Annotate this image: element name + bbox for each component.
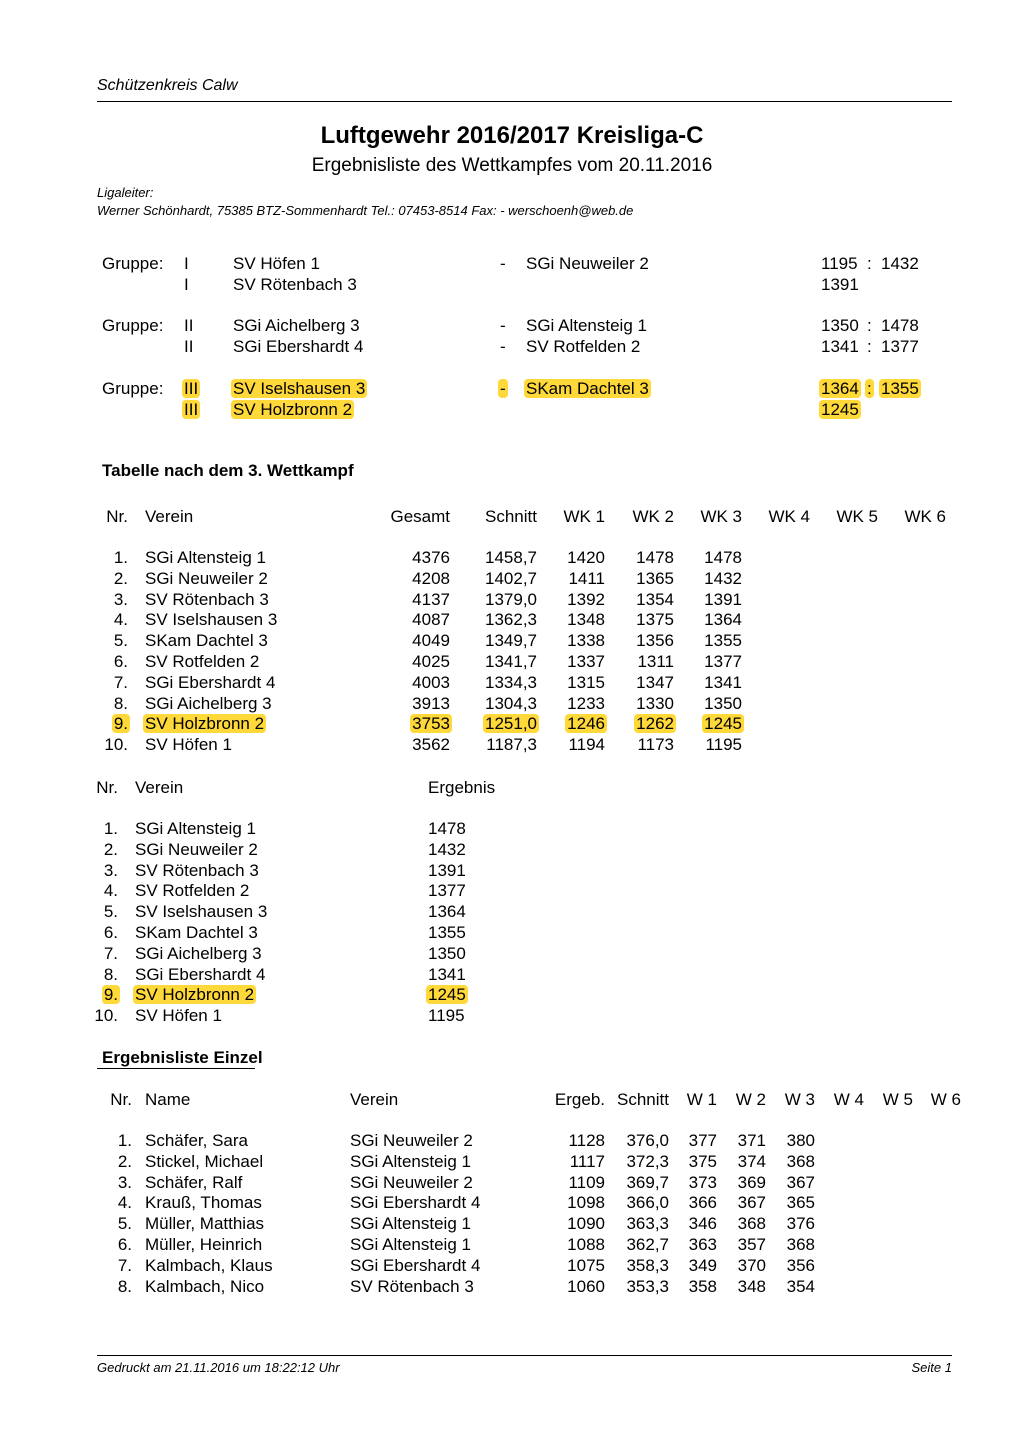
standings-col-header: Gesamt [390,507,450,526]
group-score-home: 1350 [821,316,859,335]
standings-wk2: 1173 [637,735,674,755]
einzel-club: SV Rötenbach 3 [350,1276,474,1296]
standings-average: 1251,0 [485,714,537,734]
einzel-w2: 369 [737,1172,766,1192]
results-club: SGi Neuweiler 2 [135,839,258,859]
standings-wk1: 1315 [567,672,605,692]
einzel-col-header: W 2 [735,1090,766,1109]
einzel-club: SGi Neuweiler 2 [350,1131,473,1150]
standings-rank: 9. [113,714,128,734]
group-score-colon: : [867,337,872,356]
einzel-rank: 2. [117,1151,132,1171]
group-score-home: 1341 [821,337,859,356]
group-score-home: 1391 [821,275,859,294]
group-home-team: SV Holzbronn 2 [233,400,353,419]
einzel-col-header: Nr. [110,1090,132,1109]
standings-rank: 5. [113,631,128,651]
einzel-w2: 371 [737,1131,766,1150]
standings-wk2: 1365 [636,568,674,588]
results-rank: 6. [103,923,118,942]
einzel-w3: 356 [786,1255,815,1275]
einzel-w3: 380 [786,1131,815,1150]
einzel-underline [97,1068,255,1069]
standings-club: SGi Aichelberg 3 [145,693,272,713]
standings-col-header: Nr. [106,507,128,526]
standings-wk3: 1245 [704,714,742,734]
einzel-w3: 354 [786,1276,815,1296]
standings-total: 4208 [412,568,450,588]
results-club: SV Holzbronn 2 [135,985,255,1005]
standings-total: 4137 [412,589,450,609]
group-score-colon: : [867,316,872,335]
standings-wk1: 1420 [567,548,605,567]
standings-club: SV Holzbronn 2 [145,714,265,734]
einzel-rank: 5. [117,1214,132,1234]
standings-wk3: 1195 [705,735,742,755]
group-number: II [184,316,194,335]
group-score-away: 1355 [881,379,919,398]
results-club: SKam Dachtel 3 [135,923,258,942]
standings-wk3: 1478 [704,548,742,567]
einzel-club: SGi Neuweiler 2 [350,1172,473,1192]
einzel-w3: 368 [786,1151,815,1171]
ligaleiter-label: Ligaleiter: [97,185,154,200]
standings-wk2: 1311 [637,652,674,671]
standings-total: 4025 [412,652,450,671]
standings-club: SV Rötenbach 3 [145,589,269,609]
group-away-team: SGi Neuweiler 2 [526,254,649,273]
standings-total: 3753 [412,714,450,734]
standings-wk2: 1356 [636,631,674,651]
org-header: Schützenkreis Calw [97,77,238,94]
standings-wk3: 1350 [704,693,742,713]
results-rank: 4. [103,881,118,901]
einzel-w3: 365 [786,1193,815,1213]
einzel-name: Schäfer, Sara [145,1131,249,1150]
standings-rank: 8. [113,693,128,713]
standings-wk2: 1262 [636,714,674,734]
standings-wk3: 1341 [704,672,742,692]
standings-wk1: 1392 [567,589,605,609]
standings-col-header: WK 2 [632,507,674,526]
standings-wk2: 1375 [636,610,674,630]
results-score: 1195 [428,1006,465,1026]
results-score: 1245 [428,985,466,1005]
einzel-average: 353,3 [626,1276,669,1296]
group-score-away: 1478 [881,316,919,335]
results-club: SV Iselshausen 3 [135,902,268,922]
group-score-colon: : [867,254,872,273]
standings-col-header: WK 5 [836,507,878,526]
standings-wk3: 1432 [704,568,742,588]
standings-club: SKam Dachtel 3 [145,631,268,651]
einzel-result: 1060 [567,1276,605,1296]
einzel-average: 369,7 [626,1172,669,1192]
einzel-col-header: W 3 [784,1090,815,1109]
einzel-w2: 357 [737,1235,766,1254]
standings-wk1: 1194 [568,735,605,755]
results-rank: 2. [103,839,118,859]
results-rank: 10. [94,1006,118,1026]
einzel-rank: 8. [117,1276,132,1296]
einzel-col-header: W 5 [882,1090,913,1109]
standings-total: 4376 [412,548,450,567]
page-subtitle: Ergebnisliste des Wettkampfes vom 20.11.2016 [311,155,713,176]
results-score: 1341 [428,964,466,984]
group-score-home: 1245 [821,400,859,419]
einzel-name: Schäfer, Ralf [145,1172,243,1192]
results-score: 1432 [428,839,466,859]
standings-wk1: 1338 [567,631,605,651]
standings-club: SV Iselshausen 3 [145,610,278,630]
standings-col-header: WK 4 [768,507,810,526]
results-rank: 3. [103,860,118,880]
einzel-average: 372,3 [626,1151,669,1171]
group-number: I [184,275,189,294]
standings-wk1: 1233 [567,693,605,713]
standings-average: 1187,3 [486,735,537,755]
einzel-club: SGi Altensteig 1 [350,1151,471,1171]
einzel-rank: 3. [117,1172,132,1192]
group-away-team: SKam Dachtel 3 [526,379,649,398]
standings-club: SGi Altensteig 1 [145,548,266,567]
group-number: I [184,254,189,273]
group-number: III [184,379,199,398]
einzel-club: SGi Altensteig 1 [350,1235,471,1254]
standings-wk2: 1478 [636,548,674,567]
standings-average: 1341,7 [485,652,537,671]
einzel-result: 1128 [568,1131,605,1150]
einzel-result: 1075 [567,1255,605,1275]
einzel-club: SGi Ebershardt 4 [350,1255,481,1275]
einzel-name: Stickel, Michael [145,1151,264,1171]
group-label: Gruppe: [102,316,164,335]
group-dash: - [500,337,506,356]
einzel-name: Müller, Matthias [145,1214,265,1234]
standings-wk1: 1348 [567,610,605,630]
einzel-w1: 366 [688,1193,717,1213]
einzel-col-header: Name [145,1090,191,1109]
results-club: SV Rötenbach 3 [135,860,259,880]
ligaleiter-contact: Werner Schönhardt, 75385 BTZ-Sommenhardt Tel.: 07453-8514 Fax: - werschoenh@web.de [97,203,634,218]
einzel-col-header: W 6 [930,1090,961,1109]
standings-wk2: 1330 [636,693,674,713]
group-home-team: SV Rötenbach 3 [233,275,357,294]
results-club: SV Rotfelden 2 [135,881,250,901]
einzel-rank: 7. [117,1255,132,1275]
standings-col-header: Schnitt [485,507,537,526]
einzel-w1: 363 [688,1235,717,1254]
einzel-heading: Ergebnisliste Einzel [102,1048,263,1067]
einzel-club: SGi Altensteig 1 [350,1214,471,1234]
results-rank: 1. [103,819,118,838]
group-score-away: 1377 [881,337,919,356]
results-club: SGi Ebershardt 4 [135,964,266,984]
results-club: SV Höfen 1 [135,1006,222,1026]
group-label: Gruppe: [102,254,164,273]
einzel-name: Müller, Heinrich [145,1235,263,1254]
standings-wk1: 1246 [567,714,605,734]
results-col-header: Ergebnis [428,778,496,797]
standings-wk1: 1411 [568,568,605,588]
group-home-team: SGi Ebershardt 4 [233,337,364,356]
standings-wk3: 1355 [704,631,742,651]
einzel-w3: 367 [786,1172,815,1192]
einzel-w3: 376 [786,1214,815,1234]
einzel-col-header: Schnitt [617,1090,669,1109]
einzel-average: 363,3 [626,1214,669,1234]
standings-average: 1334,3 [485,672,537,692]
group-number: II [184,337,194,356]
einzel-col-header: Ergeb. [554,1090,605,1109]
standings-total: 4049 [412,631,450,651]
einzel-col-header: W 1 [686,1090,717,1109]
standings-club: SGi Neuweiler 2 [145,568,268,588]
einzel-col-header: W 4 [833,1090,864,1109]
standings-club: SV Höfen 1 [145,735,232,755]
einzel-rank: 4. [117,1193,132,1213]
standings-average: 1379,0 [485,589,537,609]
standings-total: 4087 [412,610,450,630]
page-title: Luftgewehr 2016/2017 Kreisliga-C [320,122,704,149]
standings-col-header: WK 1 [563,507,605,526]
standings-wk3: 1364 [704,610,742,630]
group-score-away: 1432 [881,254,919,273]
einzel-w2: 348 [737,1276,766,1296]
standings-col-header: WK 6 [904,507,946,526]
group-score-colon: : [867,379,872,398]
standings-club: SGi Ebershardt 4 [145,672,276,692]
results-rank: 8. [103,964,118,984]
einzel-name: Kalmbach, Klaus [145,1255,273,1275]
results-score: 1355 [428,923,466,942]
group-dash: - [500,254,506,273]
results-rank: 7. [103,943,118,963]
group-home-team: SV Iselshausen 3 [233,379,366,398]
einzel-w2: 374 [737,1151,766,1171]
einzel-name: Krauß, Thomas [145,1193,262,1213]
group-away-team: SV Rotfelden 2 [526,337,641,356]
einzel-average: 358,3 [626,1255,669,1275]
group-score-home: 1364 [821,379,859,398]
standings-rank: 1. [113,548,128,567]
standings-wk3: 1377 [704,652,742,671]
standings-col-header: Verein [145,507,194,526]
header-rule [97,101,952,102]
results-club: SGi Altensteig 1 [135,819,256,838]
group-away-team: SGi Altensteig 1 [526,316,647,335]
results-col-header: Verein [135,778,184,797]
einzel-w2: 367 [737,1193,766,1213]
einzel-w1: 375 [688,1151,717,1171]
group-score-home: 1195 [821,254,858,273]
einzel-w1: 349 [688,1255,717,1275]
table-heading: Tabelle nach dem 3. Wettkampf [102,461,354,480]
einzel-average: 362,7 [626,1235,669,1254]
results-score: 1364 [428,902,466,922]
einzel-club: SGi Ebershardt 4 [350,1193,481,1213]
einzel-result: 1109 [568,1172,605,1192]
standings-col-header: WK 3 [700,507,742,526]
group-dash: - [500,316,506,335]
standings-average: 1304,3 [485,693,537,713]
standings-average: 1349,7 [485,631,537,651]
results-rank: 9. [103,985,118,1005]
einzel-rank: 6. [117,1235,132,1254]
standings-total: 4003 [412,672,450,692]
standings-club: SV Rotfelden 2 [145,652,260,671]
group-home-team: SV Höfen 1 [233,254,320,273]
page-number: Seite 1 [911,1360,952,1375]
footer-rule [97,1355,952,1356]
einzel-result: 1117 [569,1151,605,1171]
standings-wk2: 1347 [636,672,674,692]
einzel-rank: 1. [117,1131,132,1150]
einzel-result: 1088 [567,1235,605,1254]
einzel-average: 366,0 [626,1193,669,1213]
results-rank: 5. [103,902,118,922]
results-score: 1377 [428,881,466,901]
standings-total: 3913 [412,693,450,713]
group-home-team: SGi Aichelberg 3 [233,316,360,335]
group-number: III [184,400,199,419]
standings-rank: 4. [113,610,128,630]
results-score: 1478 [428,819,466,838]
results-col-header: Nr. [96,778,118,797]
standings-average: 1402,7 [485,568,537,588]
einzel-w1: 346 [688,1214,717,1234]
standings-rank: 2. [113,568,128,588]
group-label: Gruppe: [102,379,164,398]
results-score: 1350 [428,943,466,963]
einzel-w2: 370 [737,1255,766,1275]
standings-wk3: 1391 [704,589,742,609]
einzel-name: Kalmbach, Nico [145,1276,265,1296]
einzel-average: 376,0 [626,1131,669,1150]
einzel-result: 1090 [567,1214,605,1234]
standings-rank: 10. [104,735,128,755]
standings-total: 3562 [412,735,450,755]
printed-date: Gedruckt am 21.11.2016 um 18:22:12 Uhr [97,1360,340,1375]
standings-rank: 7. [113,672,128,692]
einzel-w1: 373 [688,1172,717,1192]
standings-wk1: 1337 [567,652,605,671]
einzel-w2: 368 [737,1214,766,1234]
standings-rank: 3. [113,589,128,609]
results-score: 1391 [428,860,466,880]
standings-rank: 6. [113,652,128,671]
results-club: SGi Aichelberg 3 [135,943,262,963]
einzel-w1: 358 [688,1276,717,1296]
einzel-result: 1098 [567,1193,605,1213]
einzel-w3: 368 [786,1235,815,1254]
einzel-w1: 377 [688,1131,717,1150]
standings-average: 1458,7 [485,548,537,567]
standings-wk2: 1354 [636,589,674,609]
einzel-col-header: Verein [350,1090,399,1109]
group-dash: - [500,379,506,398]
standings-average: 1362,3 [485,610,537,630]
